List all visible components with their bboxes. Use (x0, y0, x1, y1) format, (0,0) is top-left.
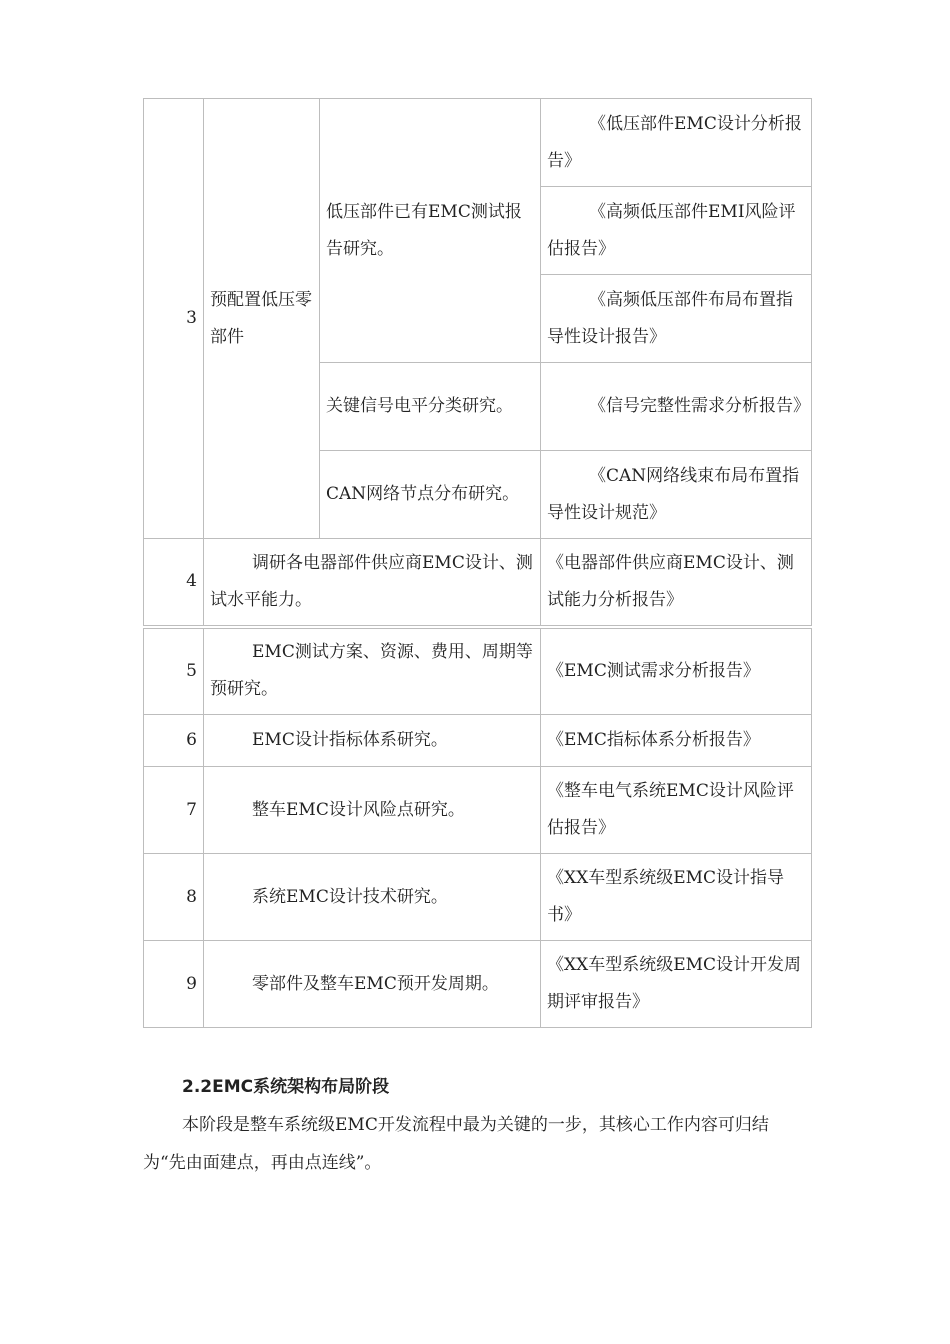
report-cell: 《信号完整性需求分析报告》 (541, 363, 812, 451)
task-cell: CAN网络节点分布研究。 (320, 451, 541, 539)
row-number: 8 (144, 854, 204, 941)
report-cell: 《EMC测试需求分析报告》 (541, 627, 812, 715)
row-number: 6 (144, 715, 204, 767)
requirements-table (143, 98, 812, 1028)
task-cell: 零部件及整车EMC预开发周期。 (204, 941, 541, 1028)
task-cell: 低压部件已有EMC测试报告研究。 (320, 99, 541, 363)
item-name: 预配置低压零部件 (204, 99, 320, 539)
section-heading: 2.2EMC系统架构布局阶段 (182, 1077, 390, 1097)
task-cell: 系统EMC设计技术研究。 (204, 854, 541, 941)
row-number: 7 (144, 767, 204, 854)
row-number: 9 (144, 941, 204, 1028)
row-number: 5 (144, 627, 204, 715)
report-cell: 《高频低压部件布局布置指导性设计报告》 (541, 275, 812, 363)
task-cell: 关键信号电平分类研究。 (320, 363, 541, 451)
report-cell: 《整车电气系统EMC设计风险评估报告》 (541, 767, 812, 854)
task-cell: EMC设计指标体系研究。 (204, 715, 541, 767)
body-paragraph: 本阶段是整车系统级EMC开发流程中最为关键的一步，其核心工作内容可归结为“先由面建点，再由点连线”。 (143, 1115, 769, 1173)
report-cell: 《高频低压部件EMI风险评估报告》 (541, 187, 812, 275)
row-number: 3 (144, 99, 204, 539)
row-number: 4 (144, 539, 204, 627)
report-cell: 《CAN网络线束布局布置指导性设计规范》 (541, 451, 812, 539)
report-cell: 《低压部件EMC设计分析报告》 (541, 99, 812, 187)
report-cell: 《XX车型系统级EMC设计开发周期评审报告》 (541, 941, 812, 1028)
report-cell: 《EMC指标体系分析报告》 (541, 715, 812, 767)
report-cell: 《电器部件供应商EMC设计、测试能力分析报告》 (541, 539, 812, 627)
report-cell: 《XX车型系统级EMC设计指导书》 (541, 854, 812, 941)
task-cell: 调研各电器部件供应商EMC设计、测试水平能力。 (204, 539, 541, 627)
task-cell: 整车EMC设计风险点研究。 (204, 767, 541, 854)
task-cell: EMC测试方案、资源、费用、周期等预研究。 (204, 627, 541, 715)
